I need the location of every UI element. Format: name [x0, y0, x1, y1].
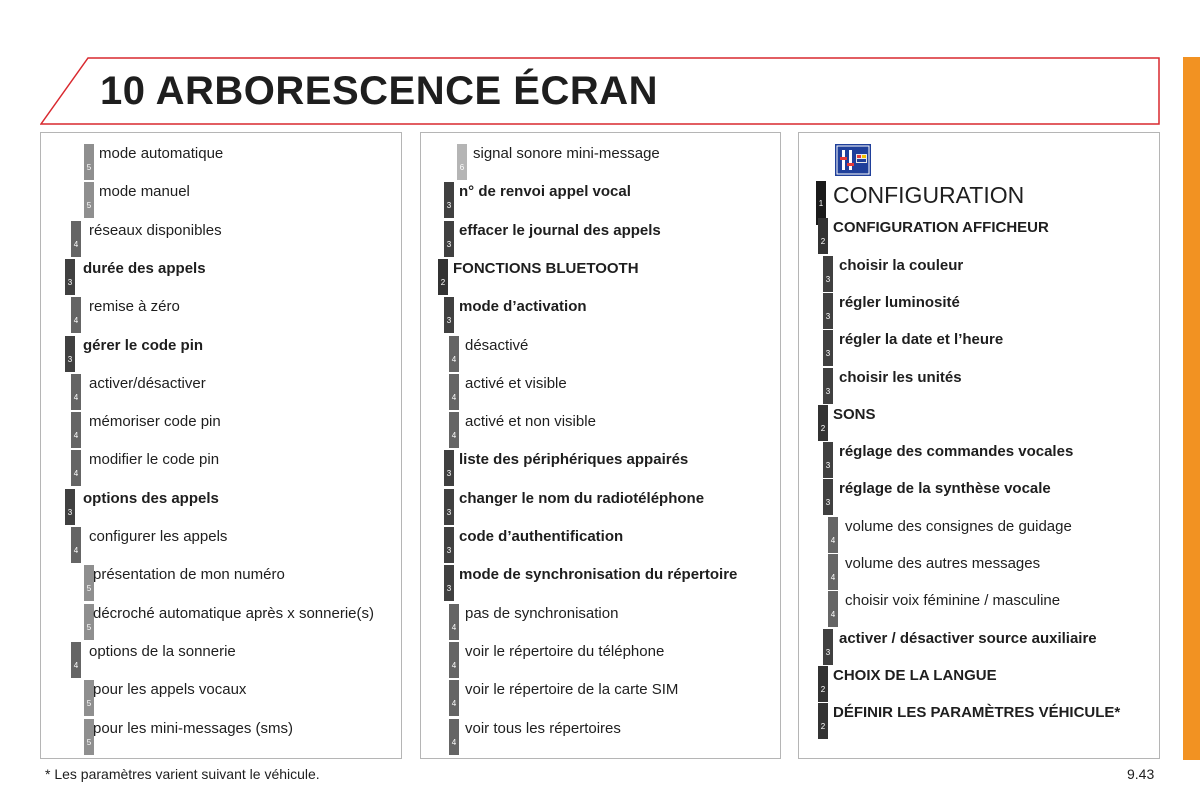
menu-item-label: volume des autres messages	[845, 555, 1041, 572]
level-marker: 2	[818, 218, 828, 254]
level-marker: 4	[71, 412, 81, 448]
menu-item	[799, 554, 1159, 592]
menu-item-label: voir le répertoire de la carte SIM	[465, 681, 679, 698]
level-marker: 4	[828, 517, 838, 553]
level-marker: 2	[818, 703, 828, 739]
level-marker: 4	[71, 221, 81, 257]
menu-item	[421, 412, 780, 450]
menu-item	[421, 719, 780, 757]
level-marker: 3	[65, 336, 75, 372]
menu-item	[799, 442, 1159, 480]
menu-item-label: mémoriser code pin	[89, 413, 221, 430]
level-marker: 4	[449, 719, 459, 755]
menu-item-label: mode d’activation	[459, 298, 587, 315]
page-number: 9.43	[1127, 766, 1155, 782]
level-marker: 3	[444, 450, 454, 486]
menu-item-label: activer/désactiver	[89, 375, 206, 392]
menu-item-label: options de la sonnerie	[89, 643, 236, 660]
menu-item	[799, 703, 1159, 741]
menu-item	[421, 221, 780, 259]
menu-item-label: réseaux disponibles	[89, 222, 222, 239]
level-marker: 2	[438, 259, 448, 295]
menu-item	[41, 642, 401, 680]
level-marker: 5	[84, 144, 94, 180]
menu-item-label: volume des consignes de guidage	[845, 518, 1072, 535]
menu-item-label: gérer le code pin	[83, 337, 204, 354]
menu-item	[41, 259, 401, 297]
menu-item	[799, 330, 1159, 368]
menu-item	[41, 374, 401, 412]
menu-item-label: décroché automatique après x sonnerie(s)	[93, 605, 374, 622]
menu-item	[799, 517, 1159, 555]
menu-item	[41, 336, 401, 374]
menu-item	[799, 479, 1159, 517]
menu-item-label: modifier le code pin	[89, 451, 220, 468]
level-marker: 5	[84, 182, 94, 218]
level-marker: 4	[71, 527, 81, 563]
menu-item-label: pas de synchronisation	[465, 605, 619, 622]
level-marker: 5	[84, 604, 94, 640]
level-marker: 3	[823, 256, 833, 292]
menu-item-label: signal sonore mini-message	[473, 145, 660, 162]
menu-item	[799, 181, 1159, 219]
level-marker: 3	[65, 489, 75, 525]
menu-item-label: activer / désactiver source auxiliaire	[839, 630, 1097, 647]
menu-item	[799, 368, 1159, 406]
level-marker: 5	[84, 719, 94, 755]
level-marker: 5	[84, 680, 94, 716]
menu-item	[799, 293, 1159, 331]
level-marker: 3	[823, 368, 833, 404]
menu-item-label: activé et visible	[465, 375, 567, 392]
level-marker: 3	[444, 297, 454, 333]
level-marker: 4	[449, 412, 459, 448]
level-marker: 3	[444, 565, 454, 601]
level-marker: 3	[823, 442, 833, 478]
menu-item-label: choisir les unités	[839, 369, 962, 386]
menu-item-label: liste des périphériques appairés	[459, 451, 689, 468]
menu-item-label: mode manuel	[99, 183, 190, 200]
level-marker: 3	[65, 259, 75, 295]
menu-item	[41, 680, 401, 718]
level-marker: 4	[71, 642, 81, 678]
level-marker: 4	[828, 591, 838, 627]
menu-item	[41, 297, 401, 335]
menu-item-label: régler luminosité	[839, 294, 960, 311]
menu-item	[421, 144, 780, 182]
level-marker: 4	[71, 450, 81, 486]
menu-item	[41, 565, 401, 603]
menu-item	[421, 565, 780, 603]
menu-item	[421, 336, 780, 374]
menu-item	[41, 719, 401, 757]
menu-item-label: présentation de mon numéro	[93, 566, 285, 583]
menu-item-label: réglage des commandes vocales	[839, 443, 1074, 460]
menu-column-3	[798, 132, 1160, 759]
level-marker: 4	[71, 374, 81, 410]
level-marker: 1	[816, 181, 826, 225]
level-marker: 3	[823, 330, 833, 366]
menu-item	[421, 642, 780, 680]
menu-item	[421, 297, 780, 335]
menu-item-label: régler la date et l’heure	[839, 331, 1004, 348]
menu-item-label: voir tous les répertoires	[465, 720, 621, 737]
menu-item-label: désactivé	[465, 337, 529, 354]
level-marker: 4	[449, 604, 459, 640]
level-marker: 3	[823, 479, 833, 515]
menu-item	[41, 221, 401, 259]
menu-item-label: mode de synchronisation du répertoire	[459, 566, 738, 583]
menu-item	[799, 666, 1159, 704]
menu-item	[41, 450, 401, 488]
menu-item-label: activé et non visible	[465, 413, 596, 430]
menu-item	[799, 405, 1159, 443]
level-marker: 3	[823, 293, 833, 329]
menu-item-label: CHOIX DE LA LANGUE	[833, 667, 997, 684]
level-marker: 3	[444, 527, 454, 563]
menu-item	[421, 259, 780, 297]
level-marker: 4	[449, 642, 459, 678]
footnote: * Les paramètres varient suivant le véhicule.	[45, 766, 320, 782]
menu-column-2	[420, 132, 781, 759]
menu-item-label: voir le répertoire du téléphone	[465, 643, 665, 660]
menu-item	[421, 182, 780, 220]
menu-item	[41, 489, 401, 527]
menu-item-label: changer le nom du radiotéléphone	[459, 490, 705, 507]
menu-item	[421, 604, 780, 642]
level-marker: 4	[828, 554, 838, 590]
menu-item-label: pour les mini-messages (sms)	[93, 720, 294, 737]
menu-item	[41, 144, 401, 182]
menu-item	[421, 527, 780, 565]
menu-item-label: effacer le journal des appels	[459, 222, 661, 239]
level-marker: 4	[449, 374, 459, 410]
menu-item-label: choisir la couleur	[839, 257, 964, 274]
menu-item	[421, 489, 780, 527]
menu-item-label: n° de renvoi appel vocal	[459, 183, 631, 200]
menu-item	[799, 629, 1159, 667]
page-title: 10 ARBORESCENCE ÉCRAN	[100, 69, 658, 113]
menu-item-label: code d’authentification	[459, 528, 624, 545]
menu-item-label: configurer les appels	[89, 528, 228, 545]
menu-item	[421, 450, 780, 488]
menu-item-label: SONS	[833, 406, 876, 423]
menu-item-label: réglage de la synthèse vocale	[839, 480, 1051, 497]
title-banner	[40, 57, 1160, 125]
menu-item-label: pour les appels vocaux	[93, 681, 247, 698]
menu-item	[41, 412, 401, 450]
menu-item-label: FONCTIONS BLUETOOTH	[453, 260, 639, 277]
menu-item	[41, 604, 401, 642]
level-marker: 4	[449, 336, 459, 372]
menu-item-label: DÉFINIR LES PARAMÈTRES VÉHICULE*	[833, 704, 1121, 721]
menu-item	[41, 182, 401, 220]
menu-item	[799, 256, 1159, 294]
menu-item-label: remise à zéro	[89, 298, 180, 315]
level-marker: 3	[823, 629, 833, 665]
menu-item-label: choisir voix féminine / masculine	[845, 592, 1061, 609]
menu-item-label: durée des appels	[83, 260, 206, 277]
level-marker: 3	[444, 182, 454, 218]
level-marker: 5	[84, 565, 94, 601]
menu-item-label: mode automatique	[99, 145, 224, 162]
menu-item	[799, 591, 1159, 629]
level-marker: 2	[818, 405, 828, 441]
menu-item	[799, 218, 1159, 256]
menu-item-label: options des appels	[83, 490, 219, 507]
level-marker: 3	[444, 489, 454, 525]
menu-item	[41, 527, 401, 565]
menu-item-label: CONFIGURATION AFFICHEUR	[833, 219, 1049, 236]
menu-item-label: CONFIGURATION	[833, 182, 1025, 208]
level-marker: 6	[457, 144, 467, 180]
level-marker: 4	[71, 297, 81, 333]
menu-item	[421, 374, 780, 412]
level-marker: 3	[444, 221, 454, 257]
menu-column-1	[40, 132, 402, 759]
menu-item	[421, 680, 780, 718]
level-marker: 2	[818, 666, 828, 702]
level-marker: 4	[449, 680, 459, 716]
config-menu-icon	[835, 144, 871, 176]
chapter-tab-strip	[1183, 57, 1200, 760]
